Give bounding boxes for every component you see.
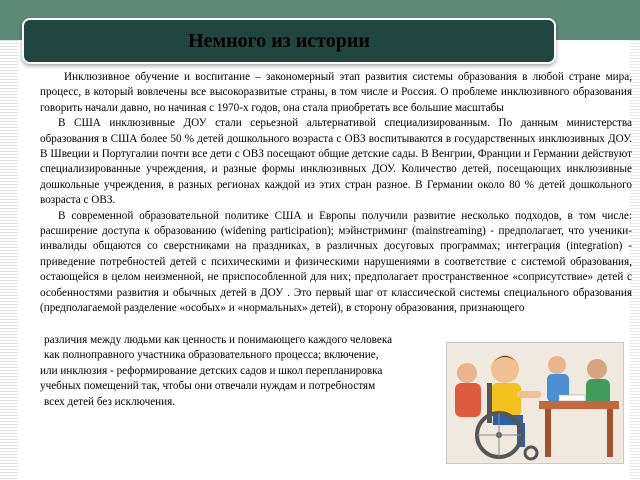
text-line: или инклюзия - реформирование детских садов и школ перепланировка [40,364,383,377]
left-stripe-decoration [0,40,18,480]
title-banner [22,18,556,64]
paragraph-approaches-continued [40,333,450,410]
slide-body [40,70,632,317]
paragraph-approaches: В современной образовательной политике США и Европы получили развитие несколько подходов, в том числе: расширение доступа к образованию (widening participation); мэйнстриминг (mainstreaming) - предполагает, что ученики-инвалиды общаются со сверстниками на праздниках, в различных досуговых программах; интеграция (integration) - приведение потребностей детей с психическими и физическими нарушениями в соответствие с системой образования, остающейся в целом неизменной, не приспособленной для них; предполагает пространственное «соприсутствие» детей с особенностями развития и обычных детей в ДОУ . Это первый шаг от классической системы специального образования (предполагаемой разделение «особых» и «нормальных» детей), в сторону образования, признающего [40,209,632,315]
paragraph-countries: В США инклюзивные ДОУ стали серьезной альтернативой специализированным. По данным министерства образования в США более 50 % детей дошкольного возраста с ОВЗ воспитываются в государственных инклюзивных ДОУ. В Швеции и Португалии почти все дети с ОВЗ посещают общие детские сады. В Венгрии, Франции и Германии действуют специализированные учреждения, и разные формы инклюзивных ДОУ. Количество детей, посещающих инклюзивные дошкольные учреждения, в разных регионах каждой из этих стран разное. В Германии около 80 % детей дошкольного возраста с ОВЗ. [40,117,632,207]
paragraph-history: Инклюзивное обучение и воспитание – закономерный этап развития системы образования в любой стране мира, процесс, в который вовлечены все высокоразвитые страны, в том числе и Россия. О проблеме инклюзивного образования говорить начали давно, но начиная с 1970-х годов, она стала приобретать все большие масштабы [40,71,632,114]
text-line: всех детей без исключения. [44,395,176,408]
slide-title: Немного из истории [188,29,370,52]
text-line: различия между людьми как ценность и понимающего каждого человека [44,334,393,346]
text-line: как полноправного участника образовательного процесса; включение, [44,349,379,362]
text-line: учебных помещений так, чтобы они отвечали нуждам и потребностям [40,380,376,393]
inclusion-illustration [446,342,624,464]
child-in-wheelchair-illustration-icon [447,343,623,463]
